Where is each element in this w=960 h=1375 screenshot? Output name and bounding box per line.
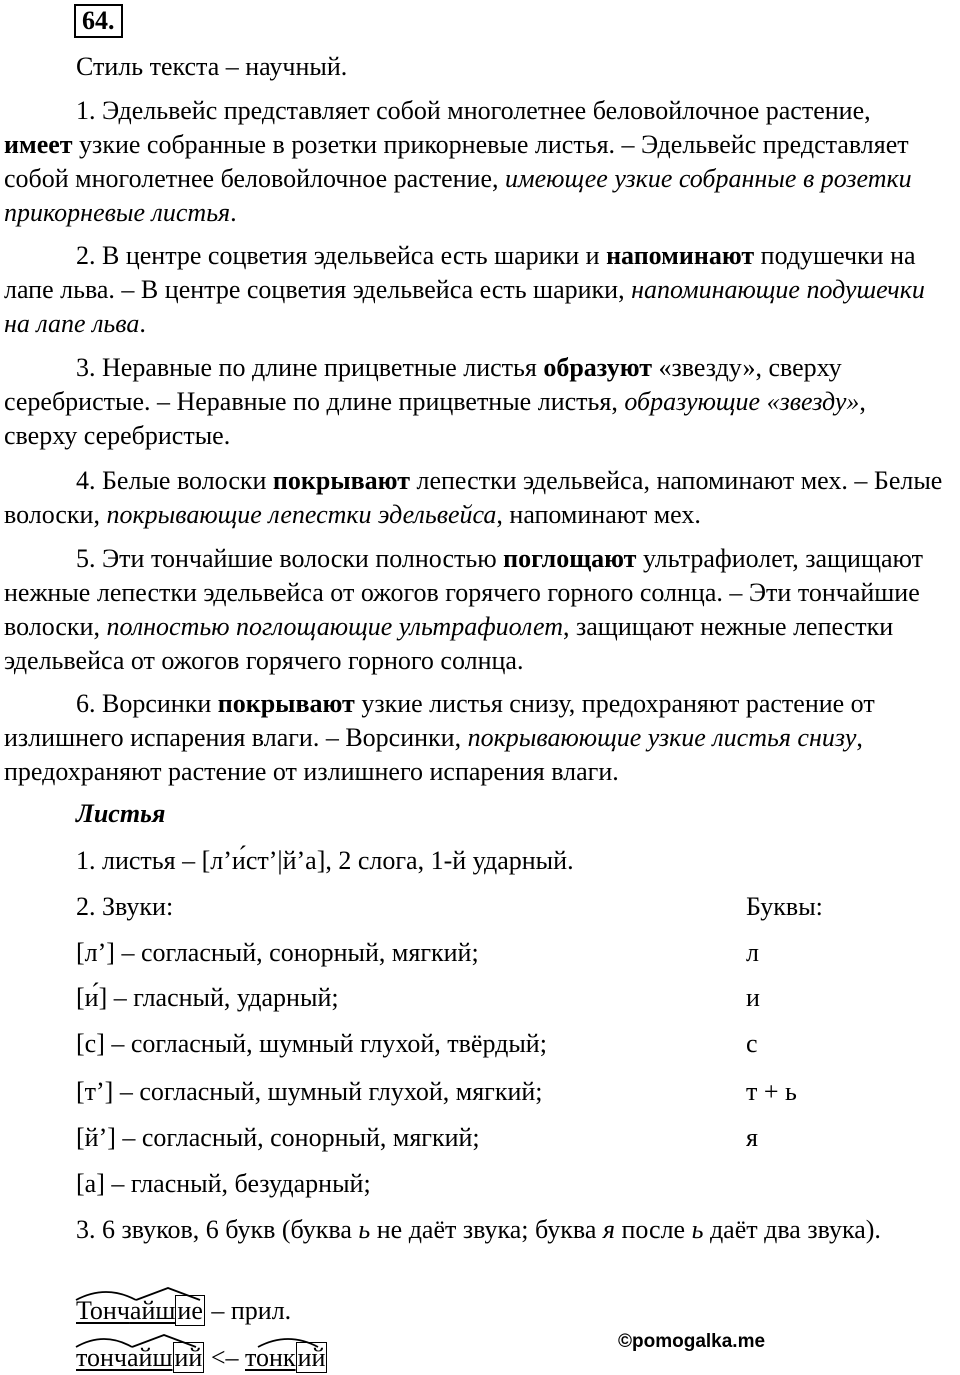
sounds-header-row <box>76 890 936 924</box>
sounds-header: 2. Звуки: <box>76 892 174 921</box>
sound-row: [и́] – гласный, ударный; и <box>76 983 760 1012</box>
paragraph-6: 6. Ворсинки покрывают узкие листья снизу, предохраняют растение от излишнего испарения влаги. – Ворсинки, покрываюющие узкие листья снизу, предохраняют растение от излишнего испарения влаги. <box>4 689 875 786</box>
count-line: 3. 6 звуков, 6 букв (буква ь не даёт звука; буква я после ь даёт два звука). <box>76 1215 881 1244</box>
exercise-number: 64. <box>74 4 123 38</box>
word-heading: Листья <box>76 799 166 828</box>
analysis-line-1: 1. листья – [л’и́ст’|й’а], 2 слога, 1-й ударный. <box>76 846 574 875</box>
paragraph-1: 1. Эдельвейс представляет собой многолетнее беловойлочное растение, имеет узкие собранные в розетки прикорневые листья. – Эдельвейс представляет собой многолетнее беловойлочное растение, имеющее узкие собранные в розетки прикорневые листья. <box>4 96 912 227</box>
morpheme-line-2: тончайший <– тонкий <box>76 1343 326 1372</box>
letters-header: Буквы: <box>746 892 823 921</box>
morpheme-line-1: Тончайшие – прил. <box>76 1296 292 1325</box>
sound-row: [й’] – согласный, сонорный, мягкий; я <box>76 1123 758 1152</box>
morph-suffix: айш <box>129 1296 176 1325</box>
morph-root: Тонч <box>76 1296 130 1325</box>
paragraph-2: 2. В центре соцветия эдельвейса есть шарики и напоминают подушечки на лапе льва. – В центре соцветия эдельвейса есть шарики, напоминающие подушечки на лапе льва. <box>4 241 925 338</box>
paragraph-5: 5. Эти тончайшие волоски полностью поглощают ультрафиолет, защищают нежные лепестки эдельвейса от ожогов горячего горного солнца. – Эти тончайшие волоски, полностью поглощающие ультрафиолет, защищают нежные лепестки эдельвейса от ожогов горячего горного солнца. <box>4 544 923 675</box>
style-line: Стиль текста – научный. <box>76 52 348 81</box>
sound-row: [с] – согласный, шумный глухой, твёрдый; с <box>76 1029 758 1058</box>
sound-row: [а] – гласный, безударный; <box>76 1169 371 1198</box>
copyright-watermark: ©pomogalka.me <box>618 1331 766 1352</box>
morph-ending: ие <box>177 1296 203 1325</box>
paragraph-3: 3. Неравные по длине прицветные листья образуют «звезду», сверху серебристые. – Неравные по длине прицветные листья, образующие «звезду», сверху серебристые. <box>4 353 866 450</box>
sound-row: [л’] – согласный, сонорный, мягкий; л <box>76 938 759 967</box>
paragraph-4: 4. Белые волоски покрывают лепестки эдельвейса, напоминают мех. – Белые волоски, покрывающие лепестки эдельвейса, напоминают мех. <box>4 466 943 529</box>
sound-row: [т’] – согласный, шумный глухой, мягкий; т + ь <box>76 1077 797 1106</box>
